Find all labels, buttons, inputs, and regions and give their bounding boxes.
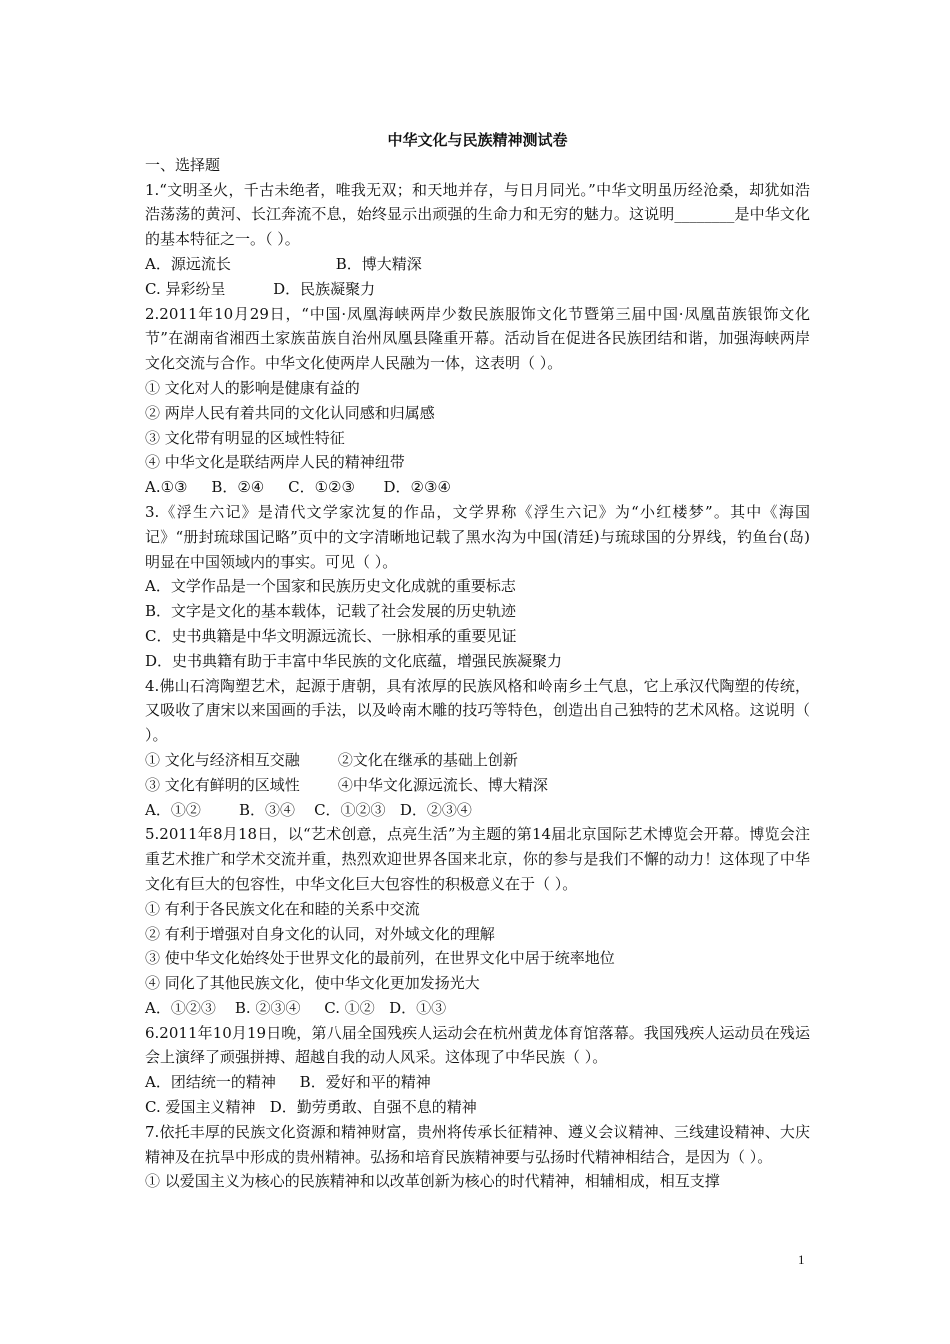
- question-stem: 3.《浮生六记》是清代文学家沈复的作品，文学界称《浮生六记》为“小红楼梦”。其中《海国记》“册封琉球国记略”页中的文字清晰地记载了黑水沟为中国(清廷)与琉球国的分界线，钓鱼台(岛)明显在中国领域内的事实。可见（ ）。: [145, 502, 810, 571]
- option-line: ② 有利于增强对自身文化的认同，对外域文化的理解: [145, 924, 495, 943]
- question-2: [145, 302, 810, 500]
- option-line: ① 有利于各民族文化在和睦的关系中交流: [145, 899, 420, 918]
- question-3: [145, 500, 810, 674]
- option-line: ③ 文化带有明显的区域性特征: [145, 428, 345, 447]
- option-line: A．文学作品是一个国家和民族历史文化成就的重要标志: [145, 577, 516, 596]
- question-1: [145, 178, 810, 302]
- option-line: ① 文化对人的影响是健康有益的: [145, 378, 360, 397]
- question-stem: 2.2011年10月29日，“中国·凤凰海峡两岸少数民族服饰文化节暨第三届中国·凤凰苗族银饰文化节”在湖南省湘西土家族苗族自治州凤凰县隆重开幕。活动旨在促进各民族团结和谐，加强海峡两岸文化交流与合作。中华文化使两岸人民融为一体，这表明（ ）。: [145, 304, 810, 373]
- option-line: ① 文化与经济相互交融 ②文化在继承的基础上创新: [145, 750, 518, 769]
- option-line: ① 以爱国主义为核心的民族精神和以改革创新为核心的时代精神，相辅相成，相互支撑: [145, 1172, 720, 1191]
- question-stem: 4.佛山石湾陶塑艺术，起源于唐朝，具有浓厚的民族风格和岭南乡土气息，它上承汉代陶塑的传统，又吸收了唐宋以来国画的手法，以及岭南木雕的技巧等特色，创造出自己独特的艺术风格。这说明（ ）。: [145, 676, 810, 745]
- question-stem: 6.2011年10月19日晚，第八届全国残疾人运动会在杭州黄龙体育馆落幕。我国残疾人运动员在残运会上演绎了顽强拼搏、超越自我的动人风采。这体现了中华民族（ ）。: [145, 1023, 810, 1067]
- option-line: C. 异彩纷呈 D．民族凝聚力: [145, 279, 376, 298]
- option-line: A.①③ B．②④ C．①②③ D．②③④: [145, 478, 451, 497]
- option-line: C. 爱国主义精神 D．勤劳勇敢、自强不息的精神: [145, 1098, 477, 1117]
- document-body: [145, 128, 810, 1194]
- option-line: ④ 中华文化是联结两岸人民的精神纽带: [145, 453, 405, 472]
- option-line: A．①② B．③④ C．①②③ D．②③④: [145, 800, 472, 819]
- option-line: ③ 使中华文化始终处于世界文化的最前列，在世界文化中居于统率地位: [145, 949, 615, 968]
- question-4: [145, 674, 810, 823]
- question-6: [145, 1021, 810, 1120]
- option-line: ④ 同化了其他民族文化，使中华文化更加发扬光大: [145, 974, 480, 993]
- option-line: A．团结统一的精神 B．爱好和平的精神: [145, 1073, 431, 1092]
- question-5: [145, 822, 810, 1020]
- document-title: 中华文化与民族精神测试卷: [387, 131, 568, 149]
- question-stem: 1.“文明圣火，千古未绝者，唯我无双；和天地并存，与日月同光。”中华文明虽历经沧桑，却犹如浩浩荡荡的黄河、长江奔流不息，始终显示出顽强的生命力和无穷的魅力。这说明________是中华文化的基本特征之一。（ ）。: [145, 180, 810, 249]
- question-7: [145, 1120, 810, 1194]
- option-line: C．史书典籍是中华文明源远流长、一脉相承的重要见证: [145, 626, 517, 645]
- question-stem: 7.依托丰厚的民族文化资源和精神财富，贵州将传承长征精神、遵义会议精神、三线建设精神、大庆精神及在抗旱中形成的贵州精神。弘扬和培育民族精神要与弘扬时代精神相结合，是因为（ ）。: [145, 1122, 810, 1166]
- option-line: B．文字是文化的基本载体，记载了社会发展的历史轨迹: [145, 602, 517, 621]
- option-line: A．源远流长 B．博大精深: [145, 254, 422, 273]
- option-line: A．①②③ B. ②③④ C. ①② D．①③: [145, 998, 447, 1017]
- question-stem: 5.2011年8月18日，以“艺术创意，点亮生活”为主题的第14届北京国际艺术博览会开幕。博览会注重艺术推广和学术交流并重，热烈欢迎世界各国来北京，你的参与是我们不懈的动力！这体现了中华文化有巨大的包容性，中华文化巨大包容性的积极意义在于（ ）。: [145, 825, 810, 893]
- section-heading: 一、选择题: [145, 155, 221, 174]
- page-number: 1: [798, 1252, 805, 1267]
- option-line: D．史书典籍有助于丰富中华民族的文化底蕴，增强民族凝聚力: [145, 651, 563, 670]
- option-line: ② 两岸人民有着共同的文化认同感和归属感: [145, 403, 435, 422]
- option-line: ③ 文化有鲜明的区域性 ④中华文化源远流长、博大精深: [145, 775, 548, 794]
